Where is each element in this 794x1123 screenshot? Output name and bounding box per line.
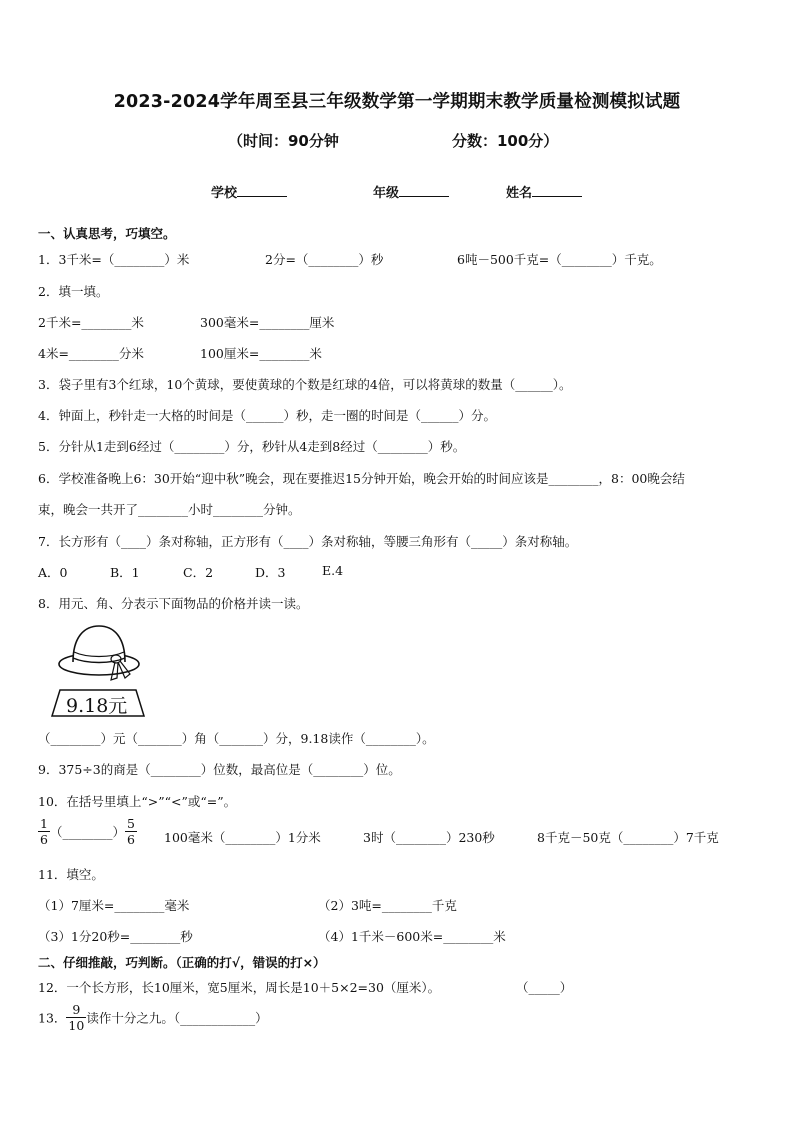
q13-number: 13． bbox=[38, 1010, 67, 1026]
name-label: 姓名 bbox=[506, 186, 533, 201]
q13-fraction-den: 10 bbox=[68, 1018, 85, 1033]
q10-row-c: 3时（________）230秒 bbox=[363, 830, 495, 845]
q10-fraction-right-den: 6 bbox=[126, 832, 135, 847]
price-tag bbox=[50, 688, 146, 718]
q8-text: 8．用元、角、分表示下面物品的价格并读一读。 bbox=[38, 596, 309, 611]
q1-part-c: 6吨－500千克=（________）千克。 bbox=[457, 252, 662, 267]
q10-row-b: 100毫米（________）1分米 bbox=[164, 830, 321, 845]
grade-field bbox=[373, 182, 449, 201]
name-input[interactable] bbox=[532, 184, 582, 197]
q11-part-4: （4）1千米－600米=________米 bbox=[318, 929, 506, 944]
price-label: 9.18元 bbox=[66, 695, 128, 717]
q11-part-2: （2）3吨=________千克 bbox=[318, 898, 457, 913]
q11-text: 11．填空。 bbox=[38, 867, 104, 882]
q7-option-b[interactable]: B．1 bbox=[110, 565, 140, 580]
section2-heading: 二、仔细推敲，巧判断。（正确的打√，错误的打×） bbox=[38, 955, 326, 970]
q9-text: 9．375÷3的商是（________）位数，最高位是（________）位。 bbox=[38, 762, 401, 777]
q2-part-c: 4米=________分米 bbox=[38, 346, 144, 361]
q13-fraction-num: 9 bbox=[66, 1002, 86, 1018]
q6-text-line2: 束，晚会一共开了________小时________分钟。 bbox=[38, 502, 301, 517]
q3-text: 3．袋子里有3个红球，10个黄球，要使黄球的个数是红球的4倍，可以将黄球的数量（______）。 bbox=[38, 377, 572, 392]
q5-text: 5．分针从1走到6经过（________）分，秒针从4走到8经过（________）秒。 bbox=[38, 439, 466, 454]
q10-row-d: 8千克－50克（________）7千克 bbox=[537, 830, 719, 845]
q2-title: 2．填一填。 bbox=[38, 284, 109, 299]
grade-label: 年级 bbox=[373, 186, 400, 201]
q13-fraction bbox=[66, 1002, 86, 1033]
q6-text-line1: 6．学校准备晚上6：30开始“迎中秋”晚会，现在要推迟15分钟开始，晚会开始的时间应该是________，8：00晚会结 bbox=[38, 471, 685, 486]
grade-input[interactable] bbox=[399, 184, 449, 197]
q12-text: 12．一个长方形，长10厘米，宽5厘米，周长是10＋5×2=30（厘米）。 bbox=[38, 980, 441, 995]
q10-blank-a: （________） bbox=[49, 824, 125, 840]
q10-fraction-right-num: 5 bbox=[126, 816, 135, 831]
q7-option-c[interactable]: C．2 bbox=[183, 565, 214, 580]
q2-part-d: 100厘米=________米 bbox=[200, 346, 322, 361]
q7-option-d[interactable]: D．3 bbox=[255, 565, 286, 580]
q2-part-b: 300毫米=________厘米 bbox=[200, 315, 335, 330]
q1-part-b: 2分=（________）秒 bbox=[265, 252, 384, 267]
q8-answer: （________）元（_______）角（_______）分，9.18读作（________）。 bbox=[38, 731, 435, 746]
q1-part-a: 1．3千米=（________）米 bbox=[38, 252, 190, 267]
q7-text: 7．长方形有（____）条对称轴，正方形有（____）条对称轴，等腰三角形有（_____）条对称轴。 bbox=[38, 534, 578, 549]
page-title: 2023-2024学年周至县三年级数学第一学期期末教学质量检测模拟试题 bbox=[113, 92, 681, 112]
section1-heading: 一、认真思考，巧填空。 bbox=[38, 226, 176, 241]
q4-text: 4．钟面上，秒针走一大格的时间是（______）秒，走一圈的时间是（______）分。 bbox=[38, 408, 496, 423]
q2-part-a: 2千米=________米 bbox=[38, 315, 144, 330]
q11-part-3: （3）1分20秒=________秒 bbox=[38, 929, 193, 944]
time-limit: （时间：90分钟 bbox=[228, 132, 339, 150]
school-input[interactable] bbox=[237, 184, 287, 197]
total-score: 分数：100分） bbox=[452, 132, 559, 150]
hat-illustration bbox=[55, 622, 145, 684]
q11-part-1: （1）7厘米=________毫米 bbox=[38, 898, 190, 913]
q13-text: 读作十分之九。（____________） bbox=[86, 1010, 268, 1026]
q10-fraction-left bbox=[38, 816, 50, 847]
q13-row bbox=[38, 1002, 268, 1033]
school-label: 学校 bbox=[211, 186, 238, 201]
school-field bbox=[211, 182, 287, 201]
q12-answer: （_____） bbox=[516, 980, 573, 995]
q10-fraction-left-den: 6 bbox=[40, 832, 48, 847]
q10-fraction-left-num: 1 bbox=[40, 816, 48, 831]
q10-fraction-right bbox=[125, 816, 137, 847]
q10-text: 10．在括号里填上“>”“<”或“=”。 bbox=[38, 794, 237, 809]
q7-option-e[interactable]: E.4 bbox=[322, 563, 344, 578]
q10-row-a bbox=[38, 816, 137, 847]
q7-option-a[interactable]: A．0 bbox=[38, 565, 68, 580]
name-field bbox=[506, 182, 582, 201]
